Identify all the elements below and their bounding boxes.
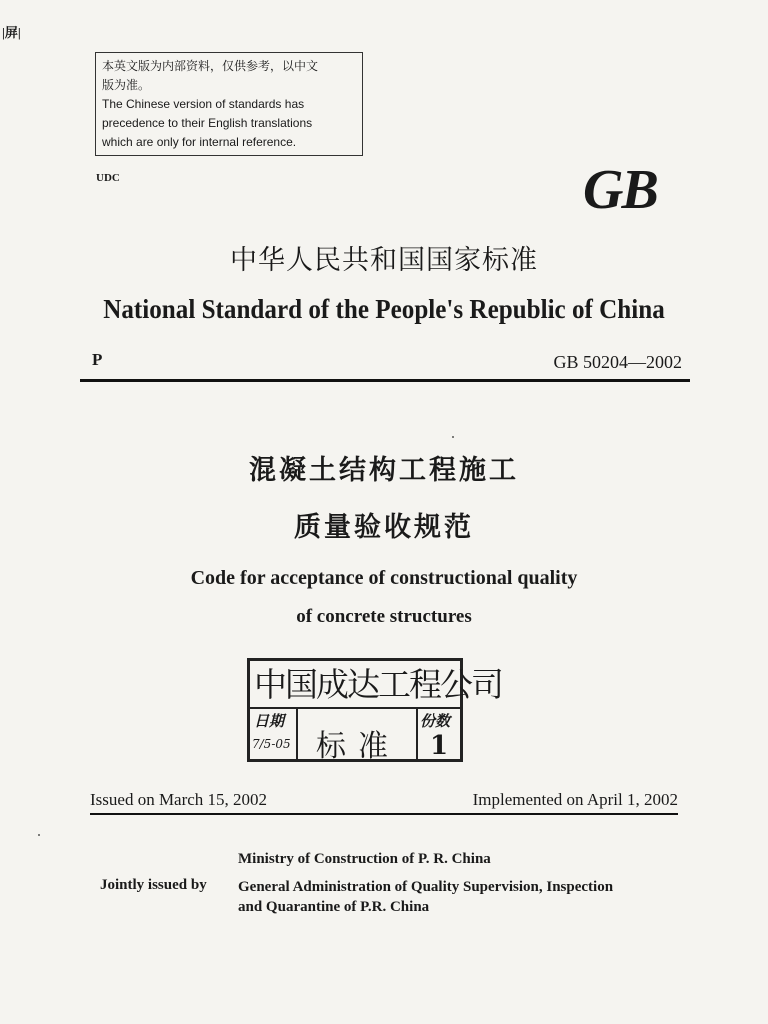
notice-line-en-2: precedence to their English translations (102, 116, 313, 130)
jointly-issued-label: Jointly issued by (100, 877, 207, 893)
header-rule (80, 379, 690, 382)
udc-label: UDC (96, 172, 120, 184)
stamp-standard-label: 标准 (316, 729, 400, 764)
internal-reference-notice (95, 52, 363, 156)
notice-line-en-3: which are only for internal reference. (102, 135, 297, 149)
stamp-copies-label: 份数 (420, 712, 451, 730)
issuer-ministry: Ministry of Construction of P. R. China (238, 851, 491, 867)
code-title-zh-line2: 质量验收规范 (294, 512, 474, 543)
gb-logo: GB (583, 159, 657, 221)
code-title-en-line1: Code for acceptance of constructional quality (190, 567, 578, 589)
standard-number: GB 50204—2002 (553, 352, 682, 372)
national-standard-title-en: National Standard of the People's Republic of China (103, 294, 665, 324)
notice-line-en-1: The Chinese version of standards has (102, 97, 305, 111)
issuer-admin-line1: General Administration of Quality Supervision, Inspection (238, 879, 614, 895)
scan-speck (452, 436, 454, 438)
stamp-company-name: 中国成达工程公司 (254, 665, 502, 704)
code-title-en-line2: of concrete structures (296, 606, 472, 627)
scan-speck (38, 834, 40, 836)
company-stamp (247, 658, 502, 764)
corner-mark: |屏| (2, 25, 21, 40)
issuer-admin-line2: and Quarantine of P.R. China (238, 899, 430, 915)
implemented-date: Implemented on April 1, 2002 (472, 790, 678, 809)
stamp-copies-value: 1 (430, 731, 449, 761)
category-code: P (92, 350, 103, 369)
issued-date: Issued on March 15, 2002 (90, 790, 268, 809)
notice-line-zh-2: 版为准。 (102, 78, 151, 92)
notice-line-zh-1: 本英文版为内部资料，仅供参考，以中文 (102, 59, 319, 73)
national-standard-title-zh: 中华人民共和国国家标准 (230, 245, 538, 276)
stamp-date-value: 7/5-05 (252, 737, 291, 751)
stamp-date-label: 日期 (254, 712, 285, 730)
dates-rule (90, 813, 678, 815)
code-title-zh-line1: 混凝土结构工程施工 (249, 455, 519, 486)
